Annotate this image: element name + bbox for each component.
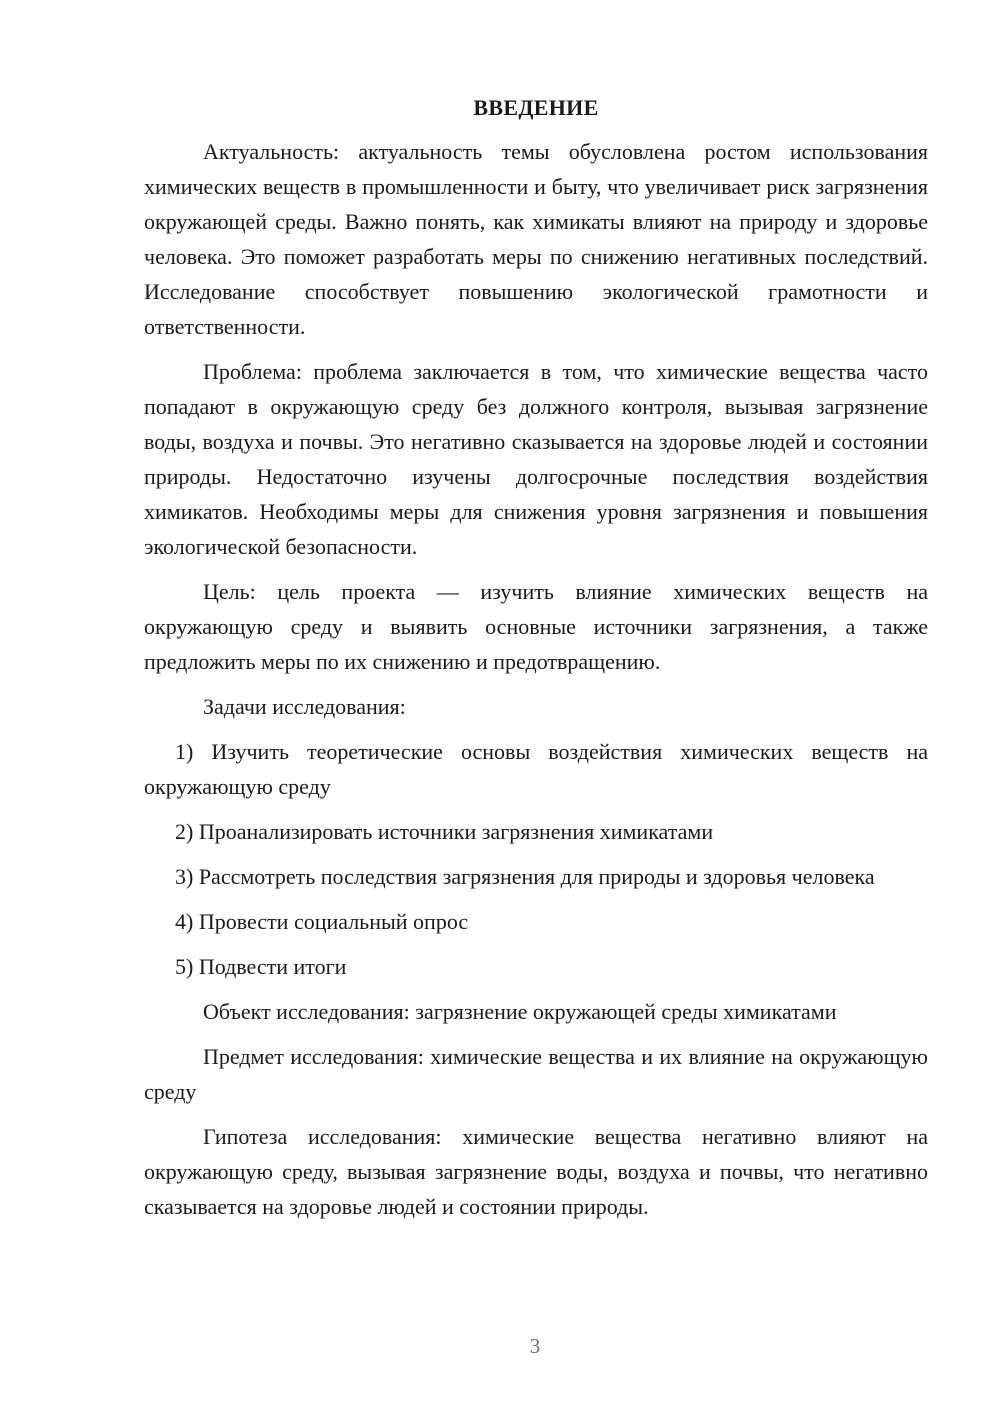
- paragraph-problem: Проблема: проблема заключается в том, что химические вещества часто попадают в окружающую среду без должного контроля, вызывая загрязнение воды, воздуха и почвы. Это негативно сказывается на здоровье людей и состоянии природы. Недостаточно изучены долгосрочные последствия воздействия химикатов. Необходимы меры для снижения уровня загрязнения и повышения экологической безопасности.: [144, 359, 928, 559]
- paragraph-hypothesis: Гипотеза исследования: химические вещества негативно влияют на окружающую среду, вызывая загрязнение воды, воздуха и почвы, что негативно сказывается на здоровье людей и состоянии природы.: [144, 1124, 928, 1219]
- task-item: 5) Подвести итоги: [175, 954, 347, 979]
- tasks-heading: Задачи исследования:: [203, 694, 406, 719]
- paragraph-goal: Цель: цель проекта — изучить влияние химических веществ на окружающую среду и выявить основные источники загрязнения, а также предложить меры по их снижению и предотвращению.: [144, 579, 928, 674]
- paragraph-relevance: Актуальность: актуальность темы обусловлена ростом использования химических веществ в промышленности и быту, что увеличивает риск загрязнения окружающей среды. Важно понять, как химикаты влияют на природу и здоровье человека. Это поможет разработать меры по снижению негативных последствий. Исследование способствует повышению экологической грамотности и ответственности.: [144, 139, 928, 339]
- task-item: 4) Провести социальный опрос: [175, 909, 469, 934]
- page-number: 3: [529, 1334, 541, 1358]
- task-item: 1) Изучить теоретические основы воздействия химических веществ на окружающую среду: [144, 739, 928, 799]
- document-page: [144, 92, 928, 1234]
- paragraph-subject: Предмет исследования: химические вещества и их влияние на окружающую среду: [144, 1044, 928, 1104]
- paragraph-object: Объект исследования: загрязнение окружающей среды химикатами: [203, 999, 837, 1024]
- section-title: ВВЕДЕНИЕ: [473, 95, 599, 120]
- task-item: 3) Рассмотреть последствия загрязнения для природы и здоровья человека: [175, 864, 875, 889]
- task-item: 2) Проанализировать источники загрязнения химикатами: [175, 819, 714, 844]
